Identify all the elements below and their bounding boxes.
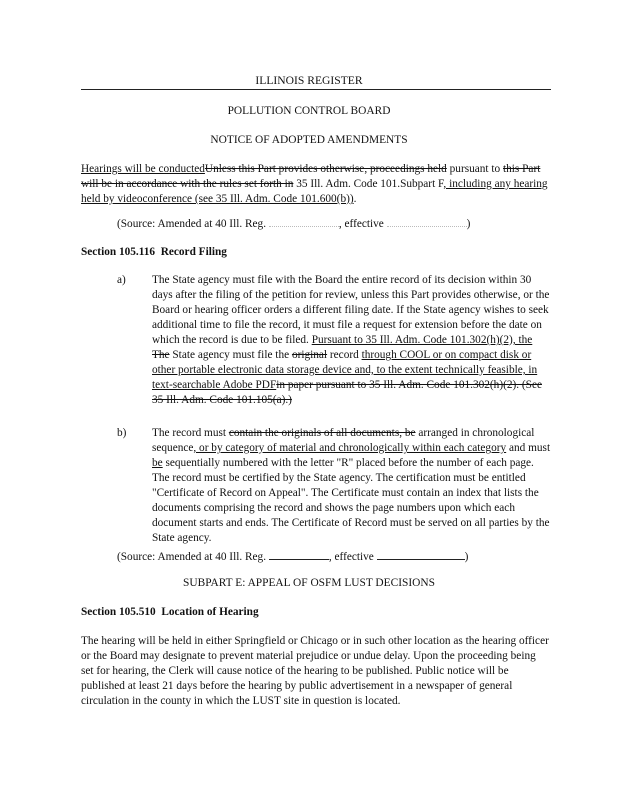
source-text: , effective [338,218,387,230]
item-label: b) [117,427,127,439]
source-text: ) [464,551,469,563]
effective-blank [387,216,467,227]
inserted-text: , including any hearing held by videoconference (see 35 Ill. Adm. Code 101.600(b)) [81,178,548,205]
plain-text: record [327,349,362,361]
plain-text: The State agency must file with the Board the entire record of its decision within 30 days after the filing of the petition for review, unless this Part provides otherwise, or the Board or hearing officer orders a different filing date. If the State agency wishes to seek additional time to file the record, it must file a request for extension before the date on which the record is due to be filed. [152,274,550,346]
section-116-heading [81,245,551,260]
plain-text: and must [506,442,551,454]
inserted-text: Hearings will be conducted [81,163,205,175]
inserted-text: Pursuant to 35 Ill. Adm. Code 101.302(h)(2), the [311,334,533,346]
plain-text: . [353,193,357,205]
source-text: (Source: Amended at 40 Ill. Reg. [117,551,269,563]
notice-title: NOTICE OF ADOPTED AMENDMENTS [210,134,408,146]
inserted-text: , or by category of material and chronologically within each category [193,442,507,454]
plain-text: 35 Ill. Adm. Code 101.Subpart F [293,178,444,190]
deleted-text: The [152,349,170,361]
section-title: Location of Hearing [161,606,259,618]
header-rule [81,89,551,90]
reg-blank [269,216,339,227]
source-text: ) [466,218,471,230]
section-number: Section 105.116 [81,246,156,258]
item-label: a) [117,274,126,286]
section-510-heading [81,605,551,620]
plain-text: arranged in chronological sequence [152,427,535,454]
inserted-text: be [152,457,163,469]
source-note-1 [117,216,587,232]
hearing-paragraph: The hearing will be held in either Springfield or Chicago or in such other location as the hearing officer or the Board may designate to prevent material prejudice or undue delay. Upon the proceeding being set for hearing, the Clerk will cause notice of the hearing to be published. Public notice will be published at least 21 days before the hearing by public advertisement in a newspaper of general circulation in the county in which the LUST site in question is located. [81,635,549,707]
deleted-text: original [291,349,328,361]
intro-paragraph [81,162,551,207]
source-note-2 [117,549,587,565]
plain-text: State agency must file the [169,349,292,361]
effective-blank [377,549,465,560]
deleted-text: this Part will be in accordance with the rules set forth in [81,163,541,190]
item-text [152,426,552,546]
deleted-text: in paper pursuant to 35 Ill. Adm. Code 101.302(h)(2). (See 35 Ill. Adm. Code 101.105(a).) [152,379,542,406]
agency-title: POLLUTION CONTROL BOARD [227,105,391,117]
inserted-text: through COOL or on compact disk or other portable electronic data storage device and, to the extent technically feasible, in text-searchable Adobe PDF [152,349,538,391]
source-text: (Source: Amended at 40 Ill. Reg. [117,218,269,230]
section-number: Section 105.510 [81,606,156,618]
register-title: ILLINOIS REGISTER [255,74,363,87]
reg-blank [269,549,329,560]
source-text: , effective [328,551,377,563]
deleted-text: contain the originals of all documents, be [228,427,416,439]
plain-text: pursuant to [446,163,503,175]
section-title: Record Filing [160,246,227,258]
plain-text: The record must [152,427,229,439]
item-text [152,273,552,408]
subpart-e-heading: SUBPART E: APPEAL OF OSFM LUST DECISIONS [183,577,435,589]
plain-text: sequentially numbered with the letter "R" placed before the number of each page. The record must be certified by the State agency. The certification must be entitled "Certificate of Record on Appeal". The Certificate must contain an index that lists the documents comprising the record and shows the page numbers upon which each document starts and ends. The Certificate of Record must be served on all parties by the State agency. [152,457,550,544]
deleted-text: Unless this Part provides otherwise, proceedings held [204,163,447,175]
